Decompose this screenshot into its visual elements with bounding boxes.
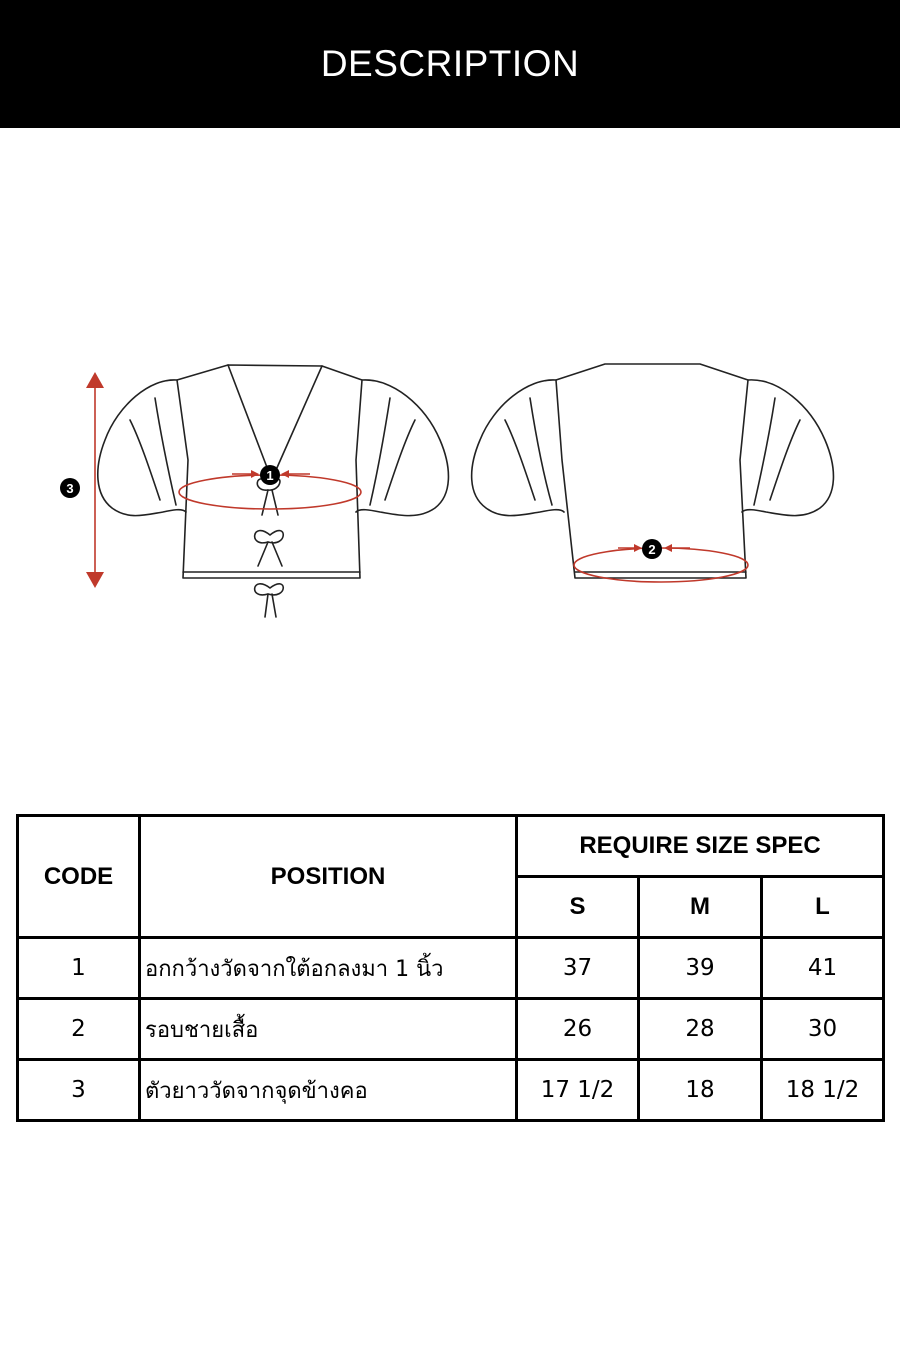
row-value-m: 28 — [639, 999, 762, 1060]
table-header-row — [18, 816, 884, 877]
row-value-l: 41 — [762, 938, 884, 999]
marker-3-label: 3 — [66, 481, 74, 496]
row-code: 1 — [18, 938, 140, 999]
size-spec-table — [16, 814, 885, 1122]
page-title: DESCRIPTION — [320, 43, 580, 84]
header-code: CODE — [18, 816, 140, 938]
header-position: POSITION — [140, 816, 517, 938]
marker-1-label: 1 — [266, 468, 274, 483]
row-value-m: 39 — [639, 938, 762, 999]
header-bar — [0, 0, 900, 128]
row-code: 3 — [18, 1060, 140, 1121]
row-value-s: 37 — [517, 938, 639, 999]
row-position: รอบชายเสื้อ — [140, 999, 517, 1060]
row-value-m: 18 — [639, 1060, 762, 1121]
row-position: อกกว้างวัดจากใต้อกลงมา 1 นิ้ว — [140, 938, 517, 999]
row-code: 2 — [18, 999, 140, 1060]
row-value-s: 26 — [517, 999, 639, 1060]
header-size-l: L — [762, 877, 884, 938]
table-row — [18, 1060, 884, 1121]
table-row — [18, 938, 884, 999]
garment-diagram — [0, 340, 900, 640]
length-arrow-top — [86, 372, 104, 388]
row-value-s: 17 1/2 — [517, 1060, 639, 1121]
row-position: ตัวยาววัดจากจุดข้างคอ — [140, 1060, 517, 1121]
marker-2-label: 2 — [648, 542, 656, 557]
front-view-sketch — [98, 365, 449, 617]
table-row — [18, 999, 884, 1060]
row-value-l: 18 1/2 — [762, 1060, 884, 1121]
header-require-size-spec: REQUIRE SIZE SPEC — [517, 816, 884, 877]
row-value-l: 30 — [762, 999, 884, 1060]
header-size-s: S — [517, 877, 639, 938]
length-arrow-bottom — [86, 572, 104, 588]
header-size-m: M — [639, 877, 762, 938]
